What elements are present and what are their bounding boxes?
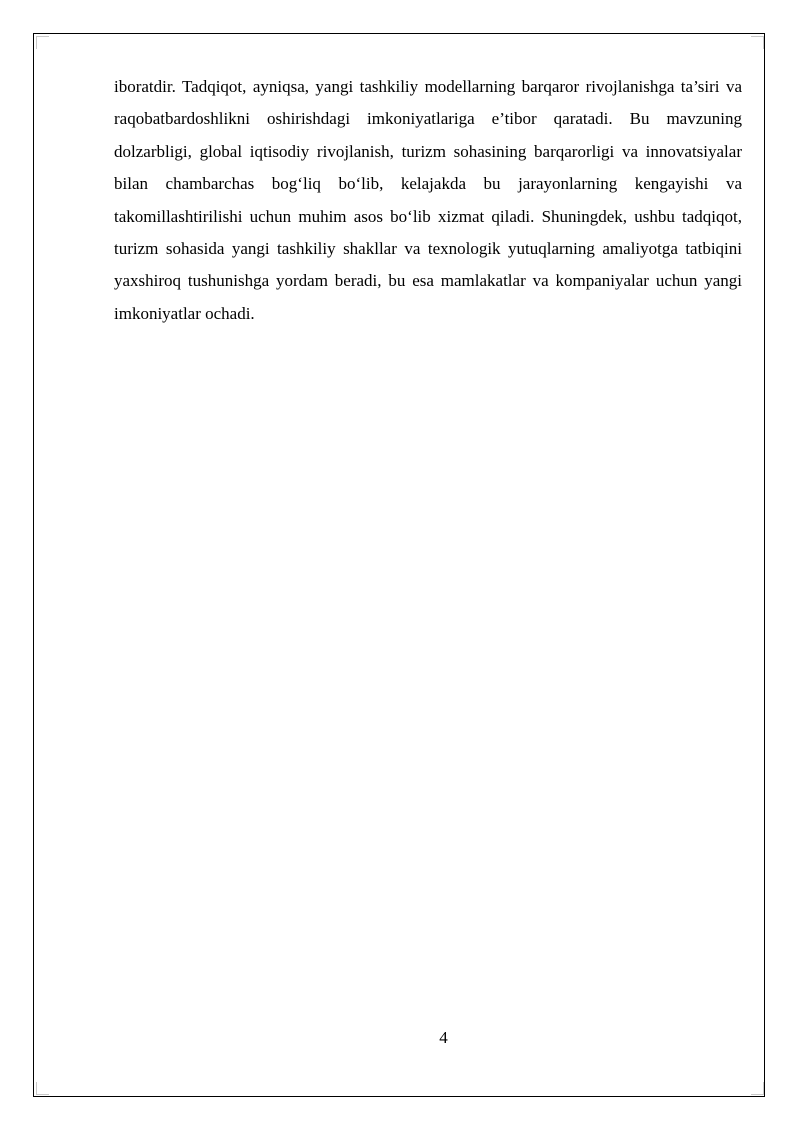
crop-mark-bottom-right xyxy=(751,1082,764,1095)
crop-mark-top-right xyxy=(751,36,764,49)
page-number: 4 xyxy=(439,1028,448,1047)
body-paragraph: iboratdir. Tadqiqot, ayniqsa, yangi tashkiliy modellarning barqaror rivojlanishga ta’siri va raqobatbardoshlikni oshirishdagi imkoniyatlariga e’tibor qaratadi. Bu mavzuning dolzarbligi, global iqtisodiy rivojlanish, turizm sohasining barqarorligi va innovatsiyalar bilan chambarchas bog‘liq bo‘lib, kelajakda bu jarayonlarning kengayishi va takomillashtirilishi uchun muhim asos bo‘lib xizmat qiladi. Shuningdek, ushbu tadqiqot, turizm sohasida yangi tashkiliy shakllar va texnologik yutuqlarning amaliyotga tatbiqini yaxshiroq tushunishga yordam beradi, bu esa mamlakatlar va kompaniyalar uchun yangi imkoniyatlar ochadi. xyxy=(114,77,742,323)
crop-mark-bottom-left xyxy=(36,1082,49,1095)
crop-mark-top-left xyxy=(36,36,49,49)
